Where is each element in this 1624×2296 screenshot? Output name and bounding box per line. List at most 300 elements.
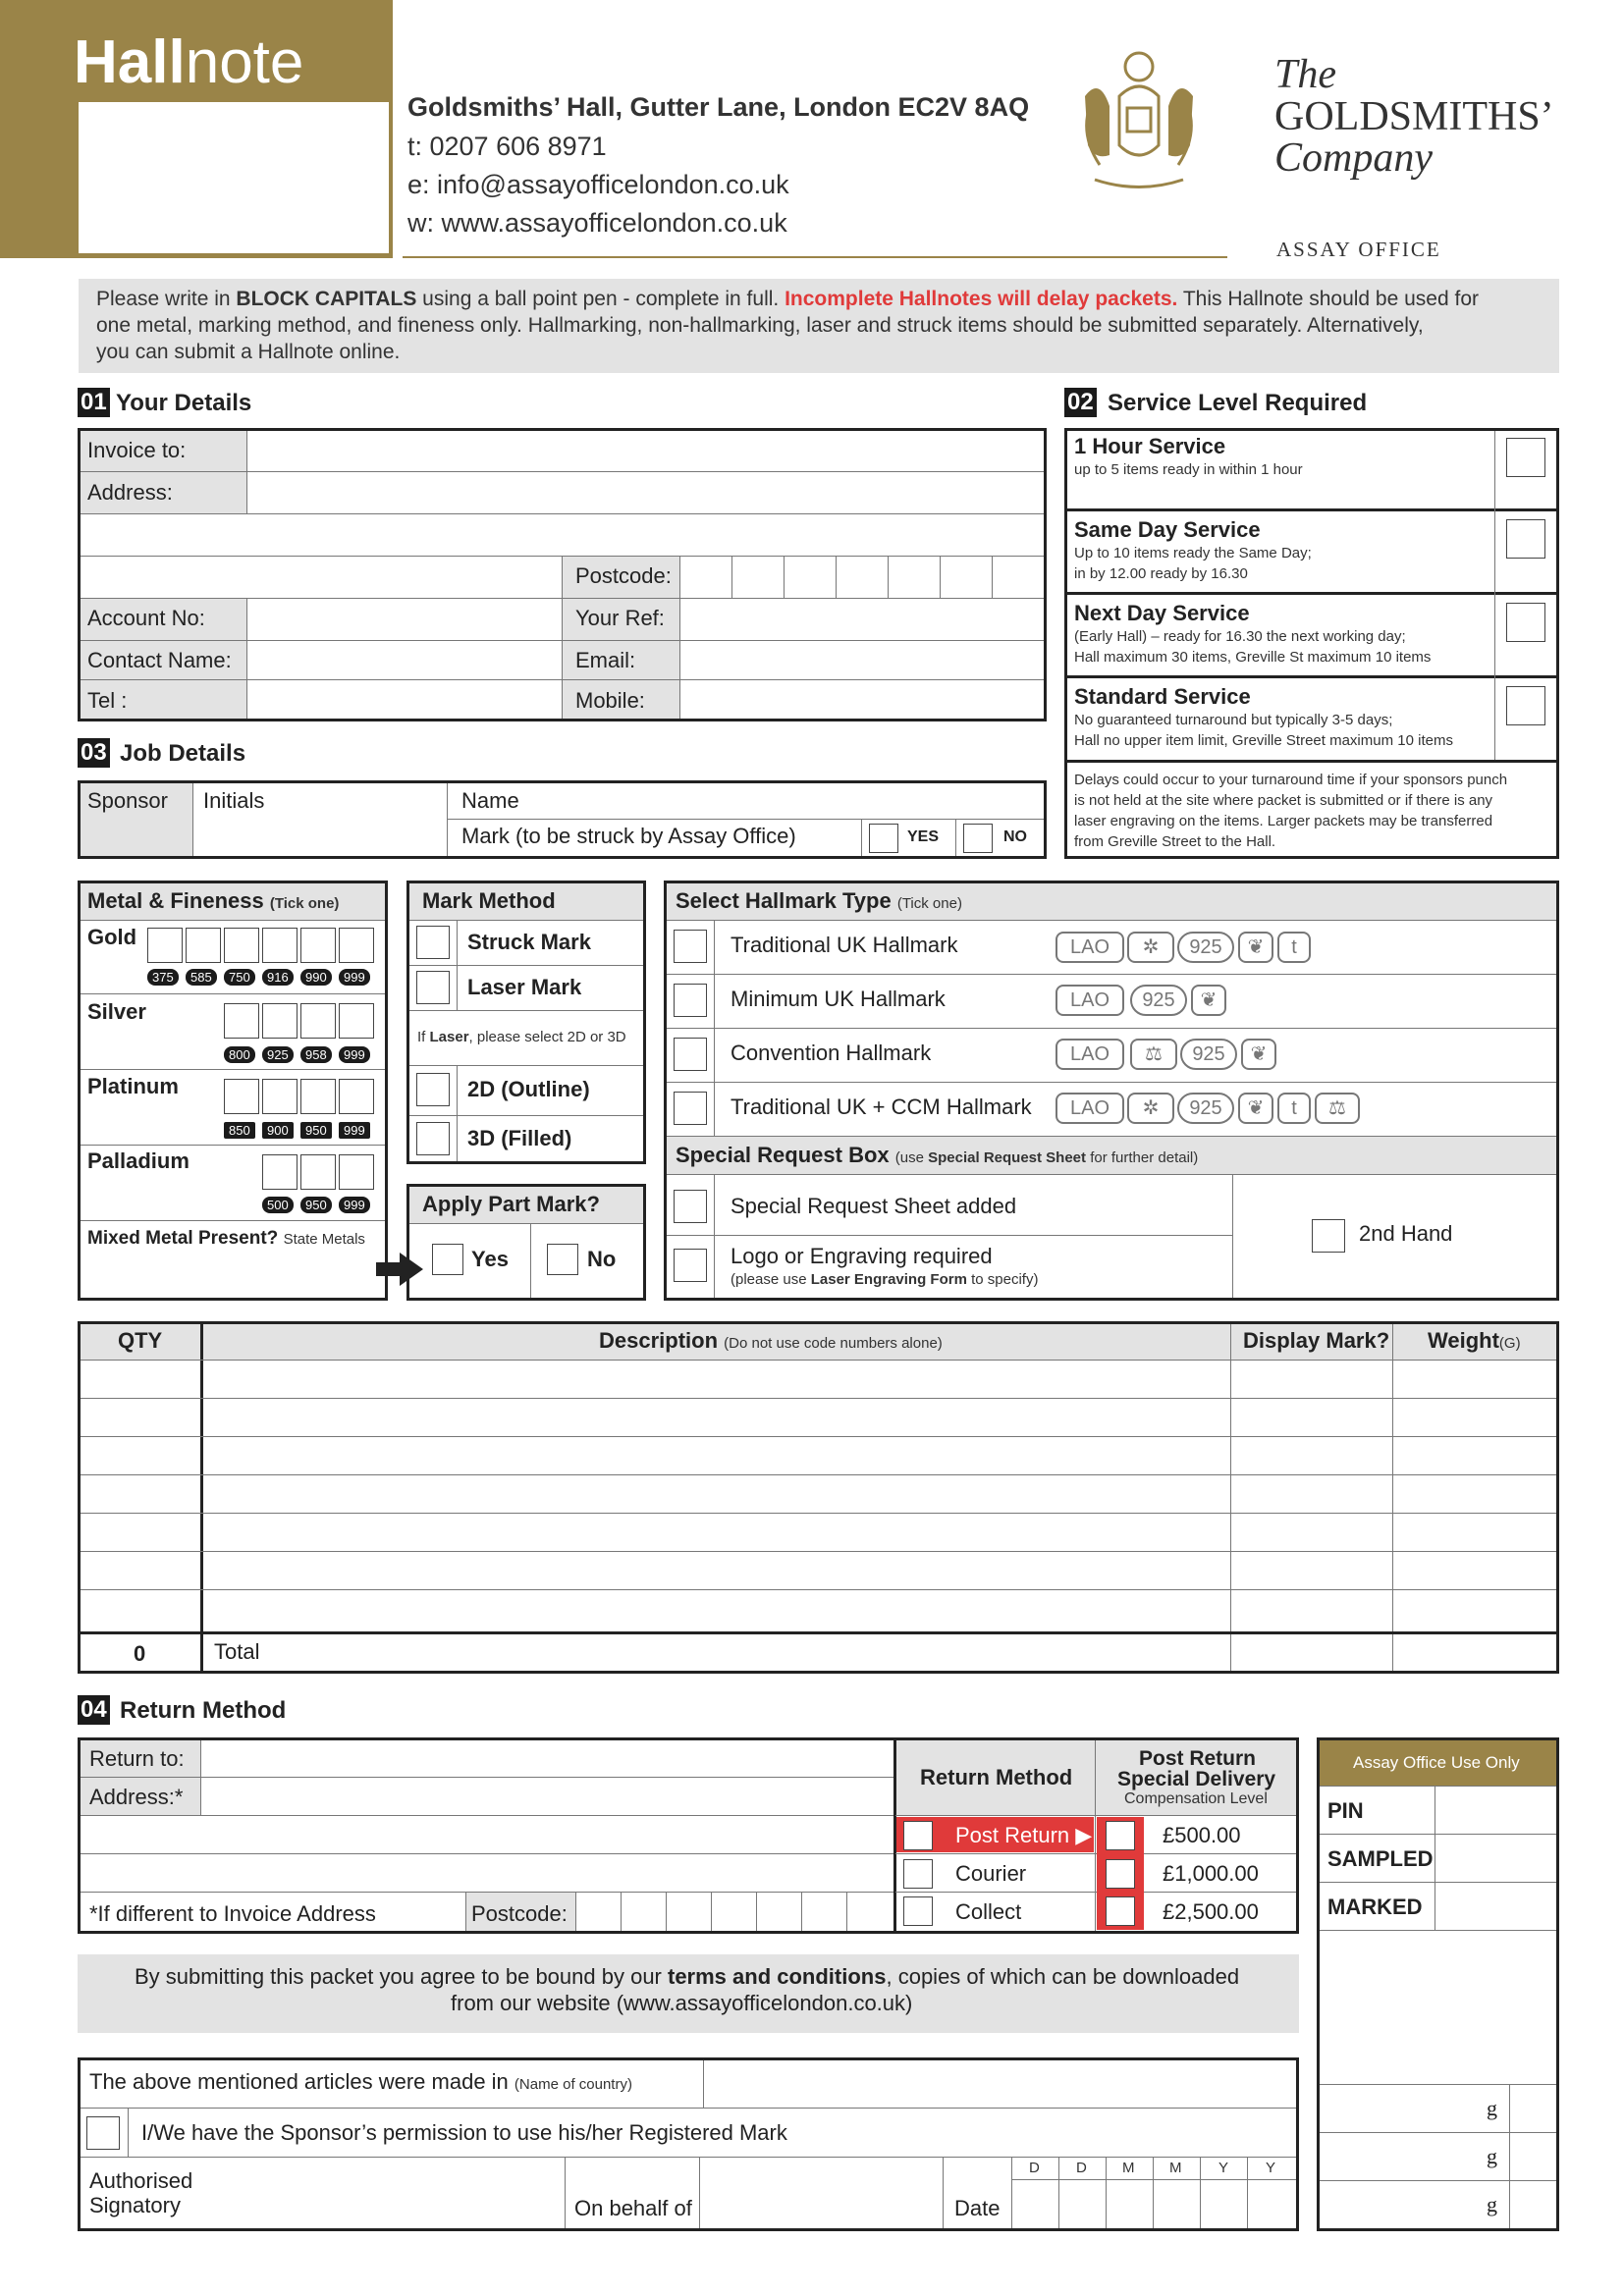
fineness-badge: 750 <box>224 969 255 986</box>
row-line <box>81 471 1044 472</box>
col-line <box>246 431 247 513</box>
palladium-950-checkbox[interactable] <box>300 1154 336 1190</box>
item-row-3[interactable] <box>81 1438 1556 1473</box>
3d-filled-label: 3D (Filled) <box>467 1126 572 1150</box>
decl-row-line <box>81 2108 1296 2109</box>
struck-mark-checkbox[interactable] <box>416 926 450 959</box>
date-field[interactable] <box>1013 2181 1296 2227</box>
comp-500-checkbox[interactable] <box>1106 1821 1135 1850</box>
fineness-badge: 500 <box>262 1197 294 1213</box>
date-label: Date <box>954 2196 1001 2220</box>
service-row-line <box>1067 675 1556 678</box>
service-1-checkbox[interactable] <box>1506 438 1545 477</box>
hm-col-line <box>714 920 715 1136</box>
fineness-badge: 999 <box>339 1122 370 1139</box>
logo-bold: Hall <box>74 28 186 96</box>
service-3-desc-1: (Early Hall) – ready for 16.30 the next working day; <box>1074 628 1406 645</box>
fineness-badge: 950 <box>300 1197 332 1213</box>
email-label: Email: <box>575 648 636 672</box>
mixed-metal-field[interactable] <box>82 1255 383 1296</box>
fineness-badge: 800 <box>224 1046 255 1063</box>
hm-row-line <box>667 1235 1232 1236</box>
no-label: NO <box>1003 828 1027 845</box>
qty-header: QTY <box>118 1328 163 1353</box>
pm-col-line <box>530 1223 531 1298</box>
fineness-925-mark: 925 <box>1130 985 1187 1016</box>
special-sheet-checkbox[interactable] <box>674 1190 707 1223</box>
service-row-line <box>1067 592 1556 595</box>
header-rule <box>403 256 1227 258</box>
platinum-label: Platinum <box>87 1074 179 1098</box>
courier-label: Courier <box>955 1861 1027 1886</box>
gold-375-checkbox[interactable] <box>147 928 183 963</box>
return-to-field[interactable] <box>202 1741 892 1776</box>
fineness-badge: 900 <box>262 1122 294 1139</box>
part-mark-no-checkbox[interactable] <box>547 1244 578 1275</box>
metal-row-line <box>81 1069 385 1070</box>
description-header-text: Description <box>599 1328 719 1353</box>
gold-999-checkbox[interactable] <box>339 928 374 963</box>
gold-750-checkbox[interactable] <box>224 928 259 963</box>
palladium-label: Palladium <box>87 1148 189 1173</box>
hallmark-title <box>676 888 962 914</box>
hallnote-logo-window <box>79 102 389 253</box>
platinum-999-checkbox[interactable] <box>339 1079 374 1114</box>
item-row-1[interactable] <box>81 1362 1556 1397</box>
au-col-line <box>1509 2084 1510 2228</box>
name-label: Name <box>461 788 519 813</box>
postcode-box <box>888 556 889 598</box>
ret-postcode-box <box>756 1892 757 1931</box>
col-line <box>679 556 680 719</box>
lion-head-icon: ❦ <box>1238 1093 1273 1124</box>
hm-col-line <box>714 1174 715 1298</box>
mark-struck-label: Mark (to be struck by Assay Office) <box>461 824 796 848</box>
contact-name-label: Contact Name: <box>87 648 232 672</box>
2d-outline-checkbox[interactable] <box>416 1073 450 1106</box>
service-3-name: Next Day Service <box>1074 601 1250 625</box>
gram-unit: g <box>1487 2192 1497 2216</box>
pin-label: PIN <box>1327 1798 1364 1823</box>
silver-800-checkbox[interactable] <box>224 1003 259 1039</box>
address-field[interactable] <box>248 473 1042 512</box>
items-row-line <box>81 1474 1556 1475</box>
service-2-desc-1: Up to 10 items ready the Same Day; <box>1074 545 1312 561</box>
on-behalf-field[interactable] <box>701 2159 942 2227</box>
decl-col-line <box>699 2157 700 2228</box>
company-company: Company <box>1274 135 1433 181</box>
metal-row-line <box>81 1220 385 1221</box>
sampled-label: SAMPLED <box>1327 1846 1434 1871</box>
date-digit-label: M <box>1169 2160 1182 2176</box>
authorised-label: Authorised <box>89 2168 193 2193</box>
return-method-col-title: Return Method <box>920 1765 1073 1789</box>
yes-label: YES <box>907 828 940 845</box>
col-line <box>562 556 563 719</box>
date-digit-label: D <box>1029 2160 1040 2176</box>
courier-checkbox[interactable] <box>903 1859 933 1889</box>
au-row-line <box>1320 2132 1556 2133</box>
service-title: Service Level Required <box>1108 390 1368 416</box>
intro-line-3: you can submit a Hallnote online. <box>96 341 401 363</box>
service-4-checkbox[interactable] <box>1506 686 1545 725</box>
terms-c: , copies of which can be downloaded <box>886 1964 1240 1989</box>
gold-585-checkbox[interactable] <box>186 928 221 963</box>
laser-note-b: Laser <box>429 1029 469 1045</box>
postcode-box <box>731 556 732 598</box>
laser-note-a: If <box>417 1029 430 1045</box>
fineness-badge: 585 <box>186 969 217 986</box>
fineness-925-mark: 925 <box>1180 1039 1237 1070</box>
office-tel: t: 0207 606 8971 <box>407 132 607 161</box>
lion-head-icon: ❦ <box>1241 1039 1276 1070</box>
postcode-box <box>836 556 837 598</box>
hm-row-line <box>667 1174 1556 1175</box>
convention-label: Convention Hallmark <box>731 1041 932 1065</box>
company-name: GOLDSMITHS’ <box>1274 94 1554 139</box>
item-row-2[interactable] <box>81 1400 1556 1435</box>
ret-col-line <box>1095 1740 1096 1815</box>
mm-row-line <box>409 965 643 966</box>
decl-col-line <box>565 2157 566 2228</box>
laser-note <box>417 1029 626 1045</box>
silver-999-checkbox[interactable] <box>339 1003 374 1039</box>
ret-postcode-box <box>621 1892 622 1931</box>
postcode-box <box>784 556 785 598</box>
service-note-4: from Greville Street to the Hall. <box>1074 833 1276 850</box>
gold-label: Gold <box>87 925 137 949</box>
palladium-999-checkbox[interactable] <box>339 1154 374 1190</box>
service-1-name: 1 Hour Service <box>1074 434 1226 458</box>
initials-label: Initials <box>203 788 265 813</box>
on-behalf-label: On behalf of <box>574 2196 692 2220</box>
second-hand-label: 2nd Hand <box>1359 1221 1453 1246</box>
logo-note-c: to specify) <box>966 1271 1039 1288</box>
decl-col-line <box>943 2157 944 2228</box>
fineness-badge: 375 <box>147 969 179 986</box>
laser-note-c: , please select 2D or 3D <box>468 1029 626 1045</box>
intro-line-1 <box>96 288 1479 311</box>
minimum-uk-label: Minimum UK Hallmark <box>731 987 946 1011</box>
metal-row-line <box>81 993 385 994</box>
return-method-title: Return Method <box>120 1697 287 1724</box>
special-request-title <box>676 1143 1198 1168</box>
special-title-text: Special Request Box <box>676 1143 890 1167</box>
3d-filled-checkbox[interactable] <box>416 1122 450 1155</box>
items-row-line <box>81 1360 1556 1361</box>
sponsor-label: Sponsor <box>87 788 168 813</box>
ret-postcode-box <box>575 1892 576 1931</box>
laser-mark-checkbox[interactable] <box>416 971 450 1004</box>
postcode-label: Postcode: <box>575 563 672 588</box>
struck-mark-label: Struck Mark <box>467 930 591 954</box>
hallmark-title-note: (Tick one) <box>896 895 962 912</box>
service-3-desc-2: Hall maximum 30 items, Greville St maximum 10 items <box>1074 649 1432 666</box>
post-return-title-3: Compensation Level <box>1124 1790 1268 1807</box>
lion-head-icon: ❦ <box>1238 932 1273 963</box>
fineness-badge: 999 <box>339 1197 370 1213</box>
logo-engraving-label: Logo or Engraving required <box>731 1244 993 1268</box>
service-note-3: laser engraving on the items. Larger packets may be transferred <box>1074 813 1493 829</box>
metal-title <box>87 888 339 914</box>
2d-outline-label: 2D (Outline) <box>467 1077 590 1101</box>
au-row-line <box>1320 2084 1556 2085</box>
ret-postcode-box <box>711 1892 712 1931</box>
hm-row-line <box>667 1082 1556 1083</box>
items-row-line <box>81 1631 1556 1634</box>
special-note-a: (use <box>894 1149 929 1166</box>
au-row-line <box>1320 1930 1556 1931</box>
intro-p1: Please write in <box>96 288 237 310</box>
service-4-desc-1: No guaranteed turnaround but typically 3-5 days; <box>1074 712 1393 728</box>
service-2-name: Same Day Service <box>1074 517 1261 542</box>
fineness-badge: 925 <box>262 1046 294 1063</box>
ret-row-line <box>81 1815 893 1816</box>
ret-row-line <box>895 1853 1296 1854</box>
job-col-line <box>861 819 862 856</box>
part-mark-title: Apply Part Mark? <box>422 1192 600 1216</box>
job-details-title: Job Details <box>120 740 246 767</box>
intro-p2: using a ball point pen - complete in full. <box>416 288 785 310</box>
total-label: Total <box>214 1639 260 1664</box>
job-col-line <box>447 783 448 856</box>
ret-row-line <box>81 1777 893 1778</box>
collect-checkbox[interactable] <box>903 1896 933 1926</box>
au-row-line <box>1320 1834 1556 1835</box>
mm-row-line <box>409 1115 643 1116</box>
au-row-line <box>1320 2180 1556 2181</box>
service-row-line <box>1067 508 1556 511</box>
date-digit-label: Y <box>1218 2160 1229 2176</box>
service-2-checkbox[interactable] <box>1506 519 1545 559</box>
service-2-desc-2: in by 12.00 ready by 16.30 <box>1074 565 1248 582</box>
silver-958-checkbox[interactable] <box>300 1003 336 1039</box>
mixed-metal-label <box>87 1228 365 1250</box>
assay-use-title: Assay Office Use Only <box>1353 1753 1520 1772</box>
fineness-badge: 999 <box>339 1046 370 1063</box>
item-row-5[interactable] <box>81 1515 1556 1550</box>
collect-label: Collect <box>955 1899 1022 1924</box>
ccm-scales-icon: ⚖ <box>1130 1039 1177 1070</box>
items-row-line <box>81 1551 1556 1552</box>
lion-head-icon: ❦ <box>1191 985 1226 1016</box>
section-number-04: 04 <box>78 1695 110 1725</box>
description-header-note: (Do not use code numbers alone) <box>724 1335 943 1352</box>
pm-row-line <box>409 1223 643 1224</box>
intro-line-2: one metal, marking method, and fineness only. Hallmarking, non-hallmarking, laser and struck items should be submitted separately. Alternatively, <box>96 314 1424 337</box>
ret-col-line <box>465 1892 466 1931</box>
invoice-to-field[interactable] <box>248 432 1042 471</box>
date-letter-mark: t <box>1277 1093 1311 1124</box>
terms-link[interactable]: terms and conditions <box>668 1964 887 1989</box>
special-sheet-label: Special Request Sheet added <box>731 1194 1017 1218</box>
date-digit-label: M <box>1122 2160 1135 2176</box>
office-address: Goldsmiths’ Hall, Gutter Lane, London EC2V 8AQ <box>407 92 1030 122</box>
decl-col-line <box>703 2060 704 2108</box>
traditional-ccm-checkbox[interactable] <box>674 1092 707 1125</box>
terms-line-1 <box>135 1964 1239 1990</box>
service-col-line <box>1494 431 1495 760</box>
section-number-01: 01 <box>78 388 110 417</box>
comp-2500-checkbox[interactable] <box>1106 1896 1135 1926</box>
date-letter-mark: t <box>1277 932 1311 963</box>
traditional-uk-label: Traditional UK Hallmark <box>731 933 958 957</box>
part-mark-yes-checkbox[interactable] <box>432 1244 463 1275</box>
mark-struck-no-checkbox[interactable] <box>963 824 993 853</box>
logo-light: note <box>185 28 304 96</box>
post-return-text: Post Return <box>955 1823 1070 1847</box>
fineness-badge: 850 <box>224 1122 255 1139</box>
item-row-4[interactable] <box>81 1476 1556 1512</box>
return-address-label: Address:* <box>89 1785 184 1809</box>
assay-office-label: ASSAY OFFICE <box>1276 238 1441 261</box>
post-return-label <box>955 1823 1092 1848</box>
description-header <box>599 1328 943 1354</box>
col-line <box>246 598 247 719</box>
signatory-label: Signatory <box>89 2193 181 2217</box>
made-in-note: (Name of country) <box>514 2076 632 2093</box>
service-4-desc-2: Hall no upper item limit, Greville Street maximum 10 items <box>1074 732 1453 749</box>
convention-checkbox[interactable] <box>674 1038 707 1071</box>
postcode-box <box>992 556 993 598</box>
row-line <box>81 513 1044 514</box>
service-3-checkbox[interactable] <box>1506 603 1545 642</box>
laser-mark-label: Laser Mark <box>467 975 582 999</box>
au-row-line <box>1320 1882 1556 1883</box>
traditional-ccm-label: Traditional UK + CCM Hallmark <box>731 1095 1032 1119</box>
country-field[interactable] <box>705 2061 1296 2107</box>
leopard-head-icon: ✲ <box>1127 932 1174 963</box>
fineness-badge: 950 <box>300 1122 332 1139</box>
mobile-label: Mobile: <box>575 688 645 713</box>
fineness-925-mark: 925 <box>1177 1093 1234 1124</box>
weight-header-unit: (G) <box>1498 1335 1521 1352</box>
logo-note-a: (please use <box>731 1271 811 1288</box>
hm-row-line <box>667 920 1556 921</box>
gold-916-checkbox[interactable] <box>262 928 298 963</box>
company-the: The <box>1274 52 1336 97</box>
arrow-right-icon <box>376 1253 423 1291</box>
palladium-500-checkbox[interactable] <box>262 1154 298 1190</box>
special-note-b: Special Request Sheet <box>928 1149 1087 1166</box>
mm-col-line <box>457 1065 458 1161</box>
service-note-2: is not held at the site where packet is submitted or if there is any <box>1074 792 1493 809</box>
weight-header <box>1428 1328 1521 1354</box>
invoice-to-label: Invoice to: <box>87 438 187 462</box>
ccm-scales-icon: ⚖ <box>1315 1093 1360 1124</box>
logo-note-b: Laser Engraving Form <box>810 1271 967 1288</box>
items-row-line <box>81 1436 1556 1437</box>
display-mark-header: Display Mark? <box>1243 1328 1390 1353</box>
platinum-850-checkbox[interactable] <box>224 1079 259 1114</box>
gold-990-checkbox[interactable] <box>300 928 336 963</box>
traditional-uk-checkbox[interactable] <box>674 930 707 963</box>
gram-unit: g <box>1487 2096 1497 2120</box>
lao-mark-icon: LAO <box>1056 932 1124 963</box>
section-number-02: 02 <box>1064 388 1097 417</box>
fineness-badge: 999 <box>339 969 370 986</box>
ret-col-line <box>200 1740 201 1815</box>
address-label: Address: <box>87 480 173 505</box>
minimum-uk-checkbox[interactable] <box>674 984 707 1017</box>
metal-title-note: (Tick one) <box>269 895 340 912</box>
hm-col-line <box>1232 1174 1233 1298</box>
metal-row-line <box>81 1145 385 1146</box>
job-row-line <box>447 819 1044 820</box>
decl-row-line <box>81 2157 1296 2158</box>
silver-925-checkbox[interactable] <box>262 1003 298 1039</box>
terms-a: By submitting this packet you agree to be bound by our <box>135 1964 668 1989</box>
mixed-metal-note: State Metals <box>283 1231 365 1248</box>
terms-line-2: from our website (www.assayofficelondon.co.uk) <box>451 1991 913 2015</box>
gram-unit: g <box>1487 2144 1497 2168</box>
platinum-950-checkbox[interactable] <box>300 1079 336 1114</box>
intro-p3: This Hallnote should be used for <box>1177 288 1480 310</box>
return-address-field[interactable] <box>202 1779 892 1814</box>
lao-mark-icon: LAO <box>1056 1093 1124 1124</box>
comp-1000-label: £1,000.00 <box>1163 1861 1259 1886</box>
logo-engraving-note <box>731 1271 1038 1288</box>
made-in-label <box>89 2069 632 2095</box>
post-return-title-1: Post Return <box>1139 1747 1257 1770</box>
office-web: w: www.assayofficelondon.co.uk <box>407 208 787 238</box>
mark-method-title: Mark Method <box>422 888 556 913</box>
mark-struck-yes-checkbox[interactable] <box>869 824 898 853</box>
comp-1000-checkbox[interactable] <box>1106 1859 1135 1889</box>
logo-engraving-checkbox[interactable] <box>674 1249 707 1282</box>
account-no-label: Account No: <box>87 606 205 630</box>
mm-row-line <box>409 920 643 921</box>
lao-mark-icon: LAO <box>1056 1039 1124 1070</box>
date-box <box>1011 2157 1012 2228</box>
weight-header-text: Weight <box>1428 1328 1499 1353</box>
items-row-line <box>81 1513 1556 1514</box>
hm-row-line <box>667 974 1556 975</box>
second-hand-checkbox[interactable] <box>1312 1219 1345 1253</box>
return-postcode-label: Postcode: <box>471 1901 568 1926</box>
post-return-checkbox[interactable] <box>903 1821 933 1850</box>
total-qty-value: 0 <box>134 1641 146 1666</box>
silver-label: Silver <box>87 999 146 1024</box>
item-row-7[interactable] <box>81 1591 1556 1630</box>
fineness-badge: 916 <box>262 969 294 986</box>
permission-label: I/We have the Sponsor’s permission to use his/her Registered Mark <box>141 2120 787 2145</box>
mixed-metal-text: Mixed Metal Present? <box>87 1228 279 1249</box>
leopard-head-icon: ✲ <box>1127 1093 1174 1124</box>
date-digit-label: Y <box>1266 2160 1276 2176</box>
part-mark-yes-label: Yes <box>471 1247 509 1271</box>
hm-row-line <box>667 1028 1556 1029</box>
metal-row-line <box>81 920 385 921</box>
ret-postcode-box <box>846 1892 847 1931</box>
service-note-1: Delays could occur to your turnaround time if your sponsors punch <box>1074 772 1508 788</box>
comp-500-label: £500.00 <box>1163 1823 1241 1847</box>
items-row-line <box>81 1398 1556 1399</box>
date-header-line <box>1011 2179 1296 2180</box>
service-row-line <box>1067 760 1556 763</box>
intro-block-capitals: BLOCK CAPITALS <box>236 288 417 310</box>
office-email: e: info@assayofficelondon.co.uk <box>407 170 789 199</box>
platinum-900-checkbox[interactable] <box>262 1079 298 1114</box>
fineness-925-mark: 925 <box>1177 932 1234 963</box>
ret-row-line <box>895 1815 1296 1816</box>
permission-checkbox[interactable] <box>86 2116 120 2150</box>
ret-row-line <box>81 1853 893 1854</box>
item-row-6[interactable] <box>81 1553 1556 1588</box>
fineness-badge: 990 <box>300 969 332 986</box>
part-mark-no-label: No <box>587 1247 617 1271</box>
postcode-box <box>940 556 941 598</box>
